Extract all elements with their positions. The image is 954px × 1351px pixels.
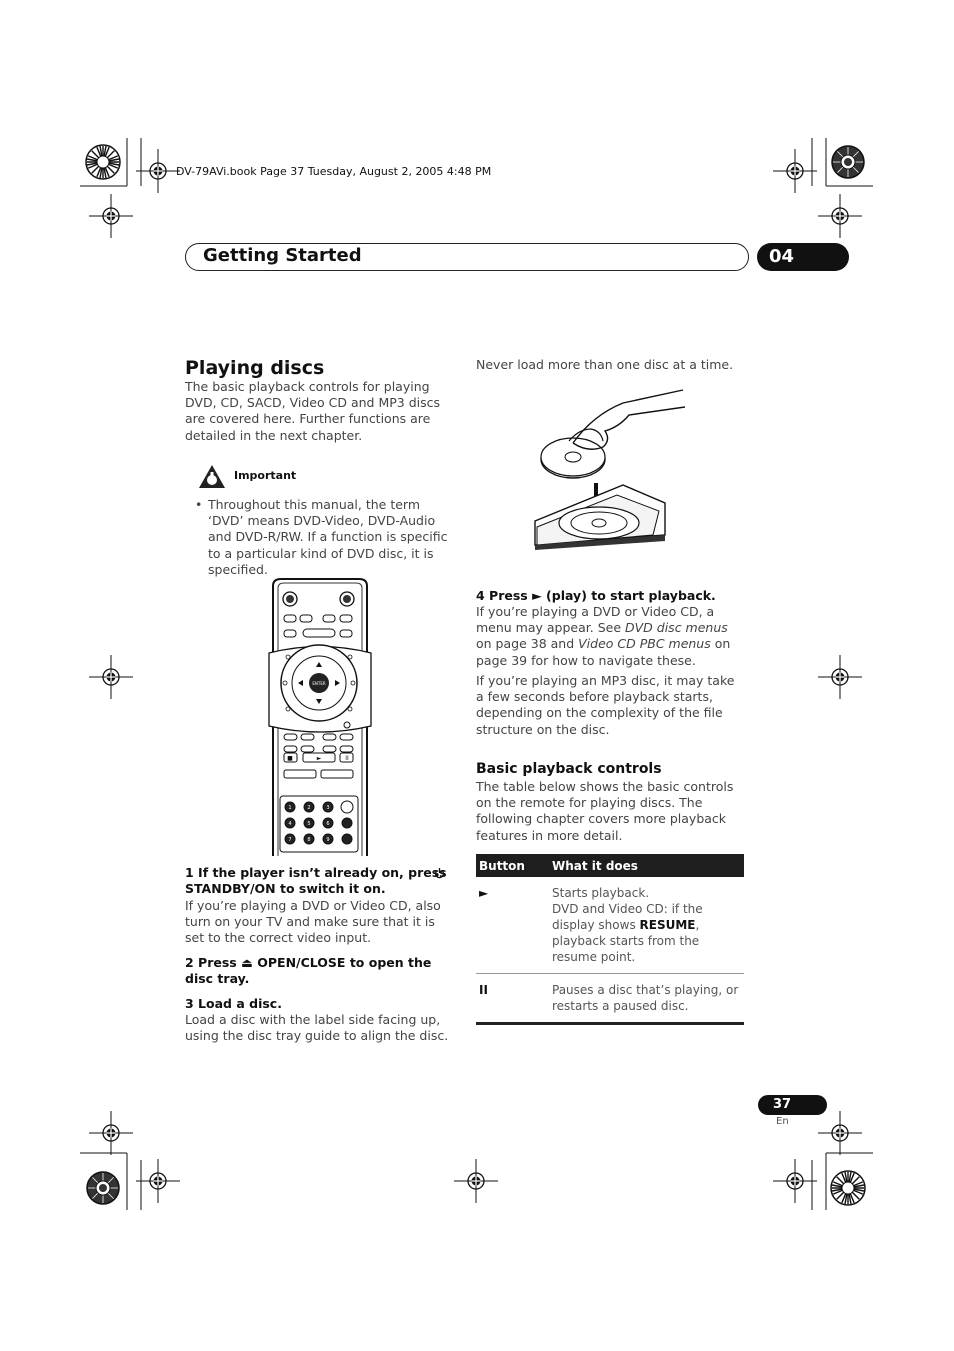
table-header-row (476, 854, 744, 877)
step-3-heading: 3 Load a disc. (185, 996, 282, 1011)
bullet-dot: • (195, 497, 203, 512)
intro-paragraph: The basic playback controls for playing DVD, CD, SACD, Video CD and MP3 discs are covered here. Further functions are detailed in the next chapter. (185, 379, 440, 443)
remote-control-illustration (265, 578, 373, 856)
page-number: 37 (773, 1097, 792, 1112)
play-button-symbol: ► (476, 877, 549, 974)
digit-1: 1 (288, 805, 292, 811)
svg-text:II: II (345, 755, 349, 762)
enter-label: ENTER (312, 681, 326, 686)
pause-button-symbol: II (476, 974, 549, 1024)
svg-text:►: ► (316, 755, 322, 762)
digit-6: 6 (326, 821, 330, 827)
table-row (476, 877, 744, 974)
playback-controls-table (476, 854, 744, 1025)
section-title: Playing discs (185, 357, 325, 379)
video-cd-pbc-menus-ref: Video CD PBC menus (578, 636, 711, 652)
step-4-paragraph-2: If you’re playing an MP3 disc, it may take a few seconds before playback starts, depending on the complexity of the file structure on the disc. (476, 673, 735, 737)
book-info: DV-79AVi.book Page 37 Tuesday, August 2, 2005 4:48 PM (176, 165, 492, 178)
pause-description: Pauses a disc that’s playing, or restarts a paused disc. (549, 974, 744, 1024)
chapter-badge (757, 243, 849, 271)
power-icon (434, 867, 445, 879)
digit-2: 2 (307, 805, 311, 811)
step-4-heading: 4 Press ► (play) to start playback. (476, 588, 716, 603)
table-header-what: What it does (549, 854, 744, 877)
digit-9: 9 (326, 837, 330, 843)
page-language: En (776, 1116, 789, 1127)
step-1-heading: 1 If the player isn’t already on, press STANDBY/ON to switch it on. (185, 865, 447, 897)
dvd-disc-menus-ref: DVD disc menus (625, 620, 728, 636)
resume-label: RESUME (639, 918, 696, 932)
disc-loading-illustration (533, 385, 685, 550)
digit-7: 7 (288, 837, 292, 843)
table-header-button: Button (476, 854, 549, 877)
basic-playback-controls-heading: Basic playback controls (476, 761, 662, 777)
important-bullet-text: Throughout this manual, the term ‘DVD’ means DVD-Video, DVD-Audio and DVD-R/RW. If a function is specific to a particular kind of DVD disc, it is specified. (208, 497, 448, 577)
step-4-paragraph-1: If you’re playing a DVD or Video CD, a menu may appear. See DVD disc menus on page 38 and Video CD PBC menus on page 39 for how to navigate these. (476, 604, 731, 668)
chapter-number: 04 (769, 246, 795, 267)
step-2-heading: 2 Press ⏏ OPEN/CLOSE to open the disc tray. (185, 955, 432, 987)
digit-4: 4 (288, 821, 292, 827)
warning-icon (198, 464, 226, 490)
header-title: Getting Started (203, 245, 362, 266)
important-label: Important (234, 469, 297, 482)
svg-text:■: ■ (287, 755, 293, 762)
step-1-body: If you’re playing a DVD or Video CD, also turn on your TV and make sure that it is set to the correct video input. (185, 898, 441, 946)
step-3-body: Load a disc with the label side facing up, using the disc tray guide to align the disc. (185, 1012, 449, 1044)
play-description: Starts playback. DVD and Video CD: if the display shows RESUME, playback starts from the resume point. (549, 877, 744, 974)
digit-5: 5 (307, 821, 311, 827)
digit-3: 3 (326, 805, 330, 811)
page-number-badge (758, 1095, 827, 1115)
table-row (476, 974, 744, 1024)
single-disc-note: Never load more than one disc at a time. (476, 357, 734, 372)
basic-playback-intro: The table below shows the basic controls on the remote for playing discs. The following chapter covers more playback features in more detail. (476, 779, 734, 843)
digit-8: 8 (307, 837, 311, 843)
